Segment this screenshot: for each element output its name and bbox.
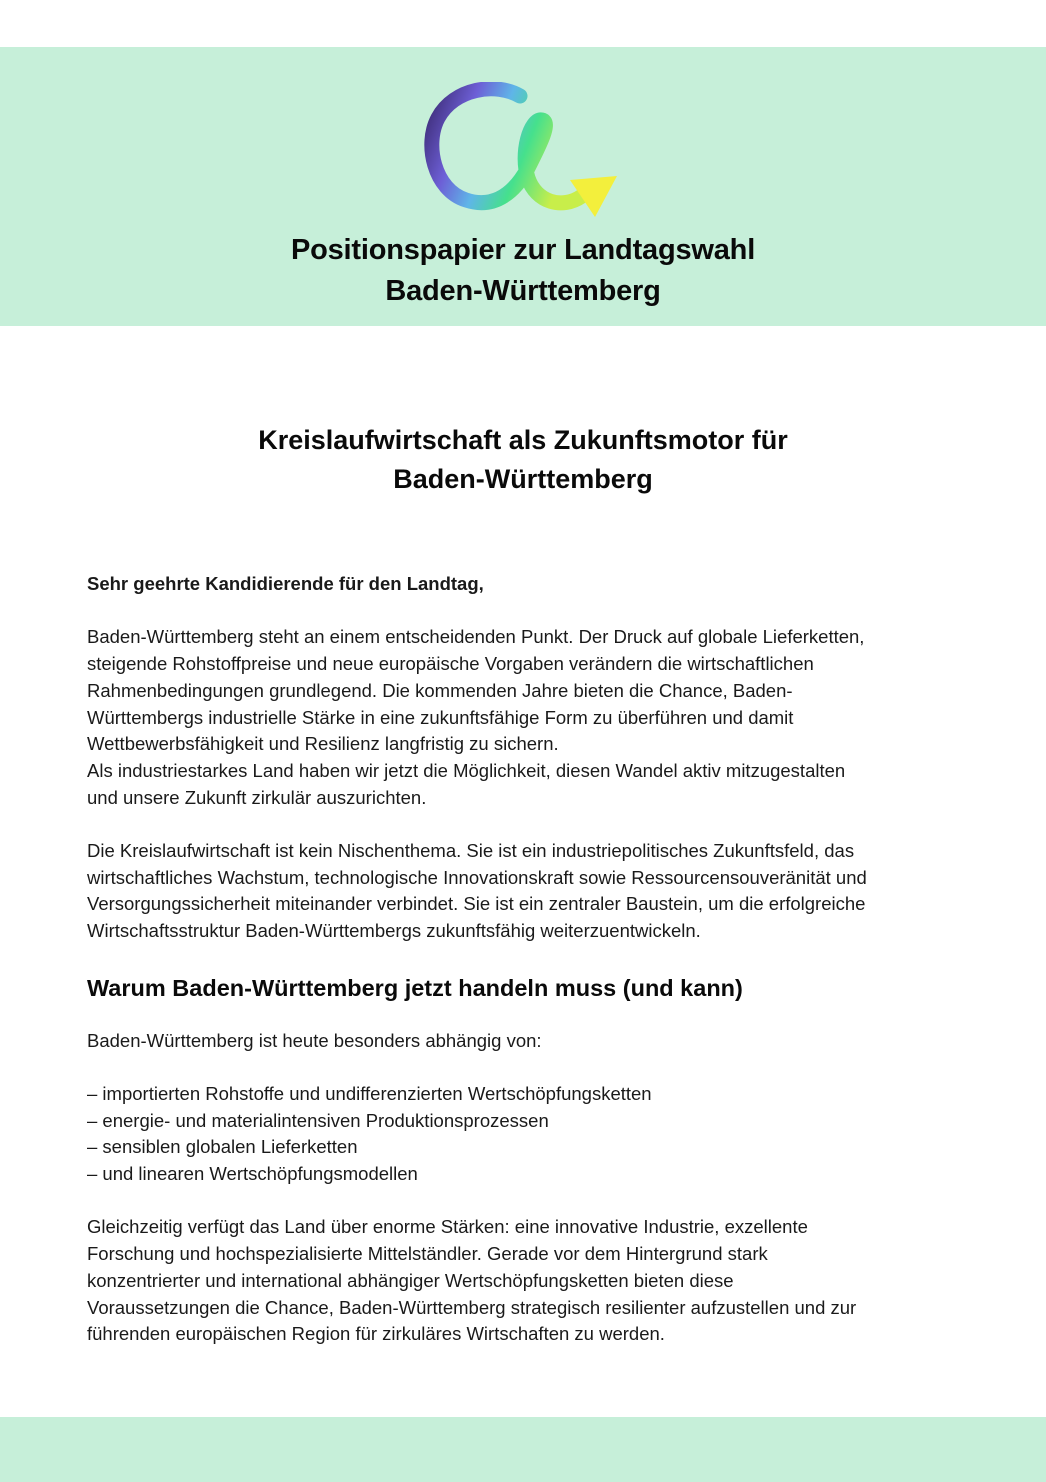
list-item: – und linearen Wertschöpfungsmodellen [87,1163,418,1184]
section-heading: Warum Baden-Württemberg jetzt handeln muss (und kann) [87,974,743,1001]
salutation: Sehr geehrte Kandidierende für den Landtag, [87,573,484,594]
dependency-intro [87,1028,967,1055]
list-item: – energie- und materialintensiven Produktionsprozessen [87,1109,549,1131]
intro-line: Rahmenbedingungen grundlegend. Die kommenden Jahre bieten die Chance, Baden- [87,679,793,701]
kreislauf-paragraph [87,838,967,945]
list-item: – sensiblen globalen Lieferketten [87,1136,358,1158]
document-title-line2: Baden-Württemberg [393,464,653,494]
strengths-line: konzentrierter und international abhängiger Wertschöpfungsketten bieten diese [87,1269,734,1291]
list-item: – importierten Rohstoffe und undifferenzierten Wertschöpfungsketten [87,1082,652,1104]
strengths-line: Forschung und hochspezialisierte Mittelständler. Gerade vor dem Hintergrund stark [87,1243,768,1265]
intro-line: und unsere Zukunft zirkulär auszurichten. [87,786,427,808]
circular-economy-logo-icon [424,82,622,224]
footer-band [0,1417,1046,1482]
kreislauf-line: Versorgungssicherheit miteinander verbindet. Sie ist ein zentraler Baustein, um die erfolgreiche [87,893,866,915]
intro-line: Baden-Württemberg steht an einem entscheidenden Punkt. Der Druck auf globale Lieferketten, [87,626,865,648]
strengths-line: führenden europäischen Region für zirkuläres Wirtschaften zu werden. [87,1323,665,1345]
dependency-intro-line: Baden-Württemberg ist heute besonders abhängig von: [87,1029,542,1051]
document-title [0,421,1046,499]
strengths-paragraph [87,1214,967,1348]
strengths-line: Voraussetzungen die Chance, Baden-Württemberg strategisch resilienter aufzustellen und zur [87,1296,857,1318]
intro-paragraph [87,624,967,811]
header-title-line1: Positionspapier zur Landtagswahl [290,234,756,266]
intro-line: Wettbewerbsfähigkeit und Resilienz langfristig zu sichern. [87,733,559,755]
document-body [87,571,967,1375]
header-title [0,230,1046,312]
intro-line: Als industriestarkes Land haben wir jetzt die Möglichkeit, diesen Wandel aktiv mitzugestalten [87,759,846,781]
strengths-line: Gleichzeitig verfügt das Land über enorme Stärken: eine innovative Industrie, exzellente [87,1216,808,1238]
intro-line: steigende Rohstoffpreise und neue europäische Vorgaben verändern die wirtschaftlichen [87,653,814,675]
document-title-line1: Kreislaufwirtschaft als Zukunftsmotor für [258,425,788,455]
kreislauf-line: wirtschaftliches Wachstum, technologische Innovationskraft sowie Ressourcensouveränität und [87,866,867,888]
header-title-line2: Baden-Württemberg [385,275,661,307]
kreislauf-line: Wirtschaftsstruktur Baden-Württembergs zukunftsfähig weiterzuentwickeln. [87,920,701,942]
kreislauf-line: Die Kreislaufwirtschaft ist kein Nischenthema. Sie ist ein industriepolitisches Zukunftsfeld, das [87,840,855,861]
dependency-list [87,1081,967,1188]
intro-line: Württembergs industrielle Stärke in eine zukunftsfähige Form zu überführen und damit [87,706,794,728]
